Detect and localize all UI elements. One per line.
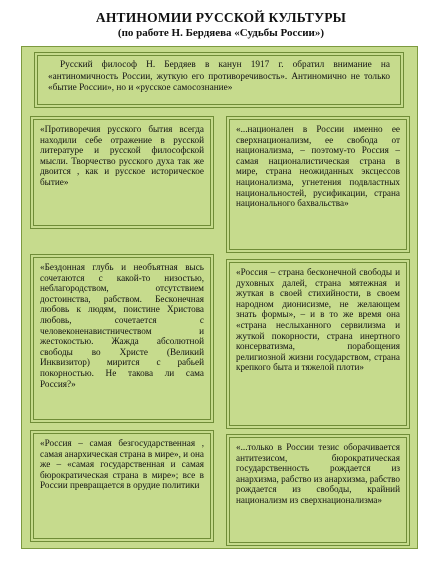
- quote-box-4: «Россия – страна бесконечной свободы и духовных далей, страна мятежная и жуткая в своей стихийности, в своем народном дионисизме, не желающем знать формы», – и в то же время она «страна неслыханного сервилизма и жуткой покорности, страна инертного консерватизма, порабощения религиозной жизни государством, страна крепкого быта и тяжелой плоти»: [229, 262, 407, 426]
- quote-box-1: «Противоречия русского бытия всегда находили себе отражение в русской литературе и русской философской мысли. Творчество русского духа так же двоится , как и русское историческое бытие»: [33, 119, 211, 226]
- quote-box-3: «Бездонная глубь и необъятная высь сочетаются с какой-то низостью, неблагородством, отсутствием достоинства, рабством. Бесконечная любовь к людям, поистине Христова любовь, сочетается с человеконенавистничеством и жестокостью. Жажда абсолютной свободы во Христе (Великий Инквизитор) мирится с рабьей покорностью. Не такова ли сама Россия?»: [33, 257, 211, 420]
- page-title: АНТИНОМИИ РУССКОЙ КУЛЬТУРЫ: [95, 10, 347, 25]
- quote-box-6: «...только в России тезис оборачивается антитезисом, бюрократическая государственность рождается из анархизма, рабство из анархизма, рабство рождается из свободы, крайний национализм из сверхнационализма»: [229, 437, 407, 543]
- quote-box-2: «...национален в России именно ее сверхнационализм, ее свобода от национализма, – поэтому-то Россия – самая националистическая страна в мире, страна неожиданных эксцессов национализма, угнетения подвластных национальностей, русификации, страна национального бахвальства»: [229, 119, 407, 250]
- quote-box-5: «Россия – самая безгосударственная , самая анархическая страна в мире», и она же – «самая государственная и самая бюрократическая страна в мире»; все в России превращается в орудие политики: [33, 433, 211, 539]
- page-subtitle: (по работе Н. Бердяева «Судьбы России»): [117, 27, 325, 39]
- intro-box: Русский философ Н. Бердяев в канун 1917 г. обратил внимание на «антиномичность России, жуткую его противоречивость». Антиномично не только «бытие России», но и «русское самосознание»: [37, 55, 401, 105]
